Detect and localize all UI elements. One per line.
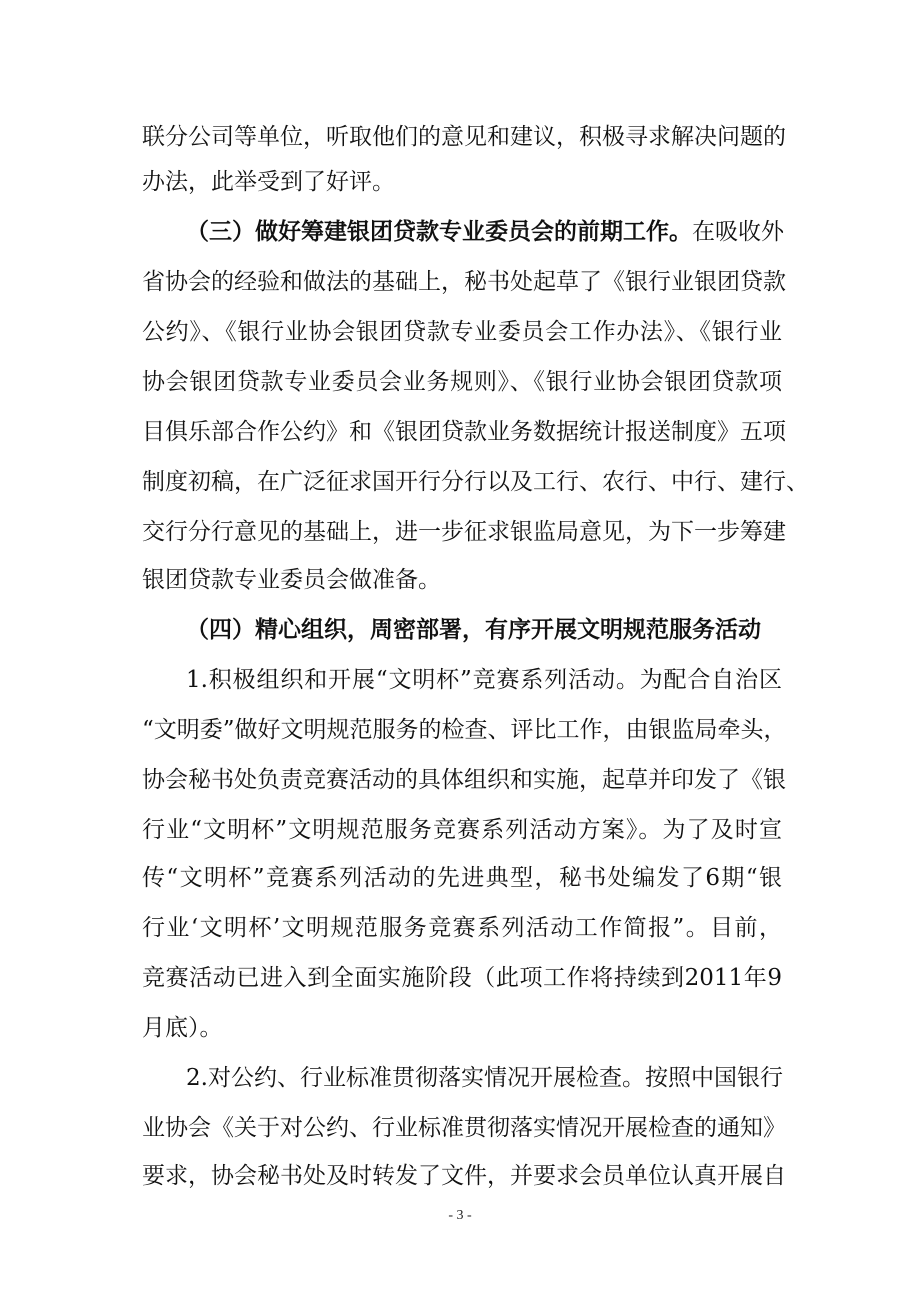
section-heading-3 — [186, 212, 782, 252]
body-line — [142, 412, 786, 452]
body-line — [142, 560, 782, 600]
body-line — [142, 262, 786, 302]
body-line — [142, 1156, 786, 1196]
section-heading-4-title: （四）精心组织，周密部署，有序开展文明规范服务活动 — [186, 617, 761, 643]
line-text: 交行分行意见的基础上，进一步征求银监局意见，为下一步筹建 — [142, 519, 786, 545]
body-line — [142, 462, 809, 502]
line-text: 竞赛活动已进入到全面实施阶段（此项工作将持续到2011年9 — [142, 965, 782, 991]
body-line — [142, 710, 787, 750]
line-text: 联分公司等单位，听取他们的意见和建议，积极寻求解决问题的 — [142, 124, 786, 150]
line-text: 协会银团贷款专业委员会业务规则》、《银行业协会银团贷款项 — [142, 369, 782, 395]
section-heading-4 — [186, 610, 782, 650]
line-text: 行业“文明杯”文明规范服务竞赛系列活动方案》。为了及时宣 — [142, 817, 782, 843]
line-text: 2.对公约、行业标准贯彻落实情况开展检查。按照中国银行 — [186, 1065, 783, 1091]
body-line — [186, 1058, 782, 1098]
body-line — [142, 312, 782, 352]
body-line — [142, 1008, 782, 1048]
body-line — [186, 660, 782, 700]
line-text: 月底）。 — [142, 1015, 223, 1041]
body-line — [142, 362, 782, 402]
body-line — [142, 958, 782, 998]
page-number: - 3 - — [448, 1208, 472, 1223]
line-text: 省协会的经验和做法的基础上，秘书处起草了《银行业银团贷款 — [142, 269, 786, 295]
body-line — [142, 117, 786, 157]
section-heading-3-title: （三）做好筹建银团贷款专业委员会的前期工作。 — [186, 219, 692, 245]
line-text: “文明委”做好文明规范服务的检查、评比工作，由银监局牵头， — [142, 717, 787, 743]
line-text: 在吸收外 — [692, 219, 784, 245]
body-line — [142, 1108, 786, 1148]
line-text: 1.积极组织和开展“文明杯”竞赛系列活动。为配合自治区 — [186, 667, 782, 693]
body-line — [142, 760, 786, 800]
line-text: 传“文明杯”竞赛系列活动的先进典型，秘书处编发了6期“银 — [142, 865, 782, 891]
body-line — [142, 162, 782, 202]
body-line — [142, 858, 782, 898]
body-line — [142, 512, 786, 552]
line-text: 公约》、《银行业协会银团贷款专业委员会工作办法》、《银行业 — [142, 319, 782, 345]
line-text: 业协会《关于对公约、行业标准贯彻落实情况开展检查的通知》 — [142, 1115, 786, 1141]
body-line — [142, 810, 782, 850]
line-text: 协会秘书处负责竞赛活动的具体组织和实施，起草并印发了《银 — [142, 767, 786, 793]
line-text: 要求，协会秘书处及时转发了文件，并要求会员单位认真开展自 — [142, 1163, 786, 1189]
body-line — [142, 908, 782, 948]
line-text: 目俱乐部合作公约》和《银团贷款业务数据统计报送制度》五项 — [142, 419, 786, 445]
line-text: 制度初稿，在广泛征求国开行分行以及工行、农行、中行、建行、 — [142, 469, 809, 495]
line-text: 办法，此举受到了好评。 — [142, 169, 395, 195]
line-text: 行业‘文明杯’文明规范服务竞赛系列活动工作简报”。目前， — [142, 915, 782, 941]
line-text: 银团贷款专业委员会做准备。 — [142, 567, 441, 593]
